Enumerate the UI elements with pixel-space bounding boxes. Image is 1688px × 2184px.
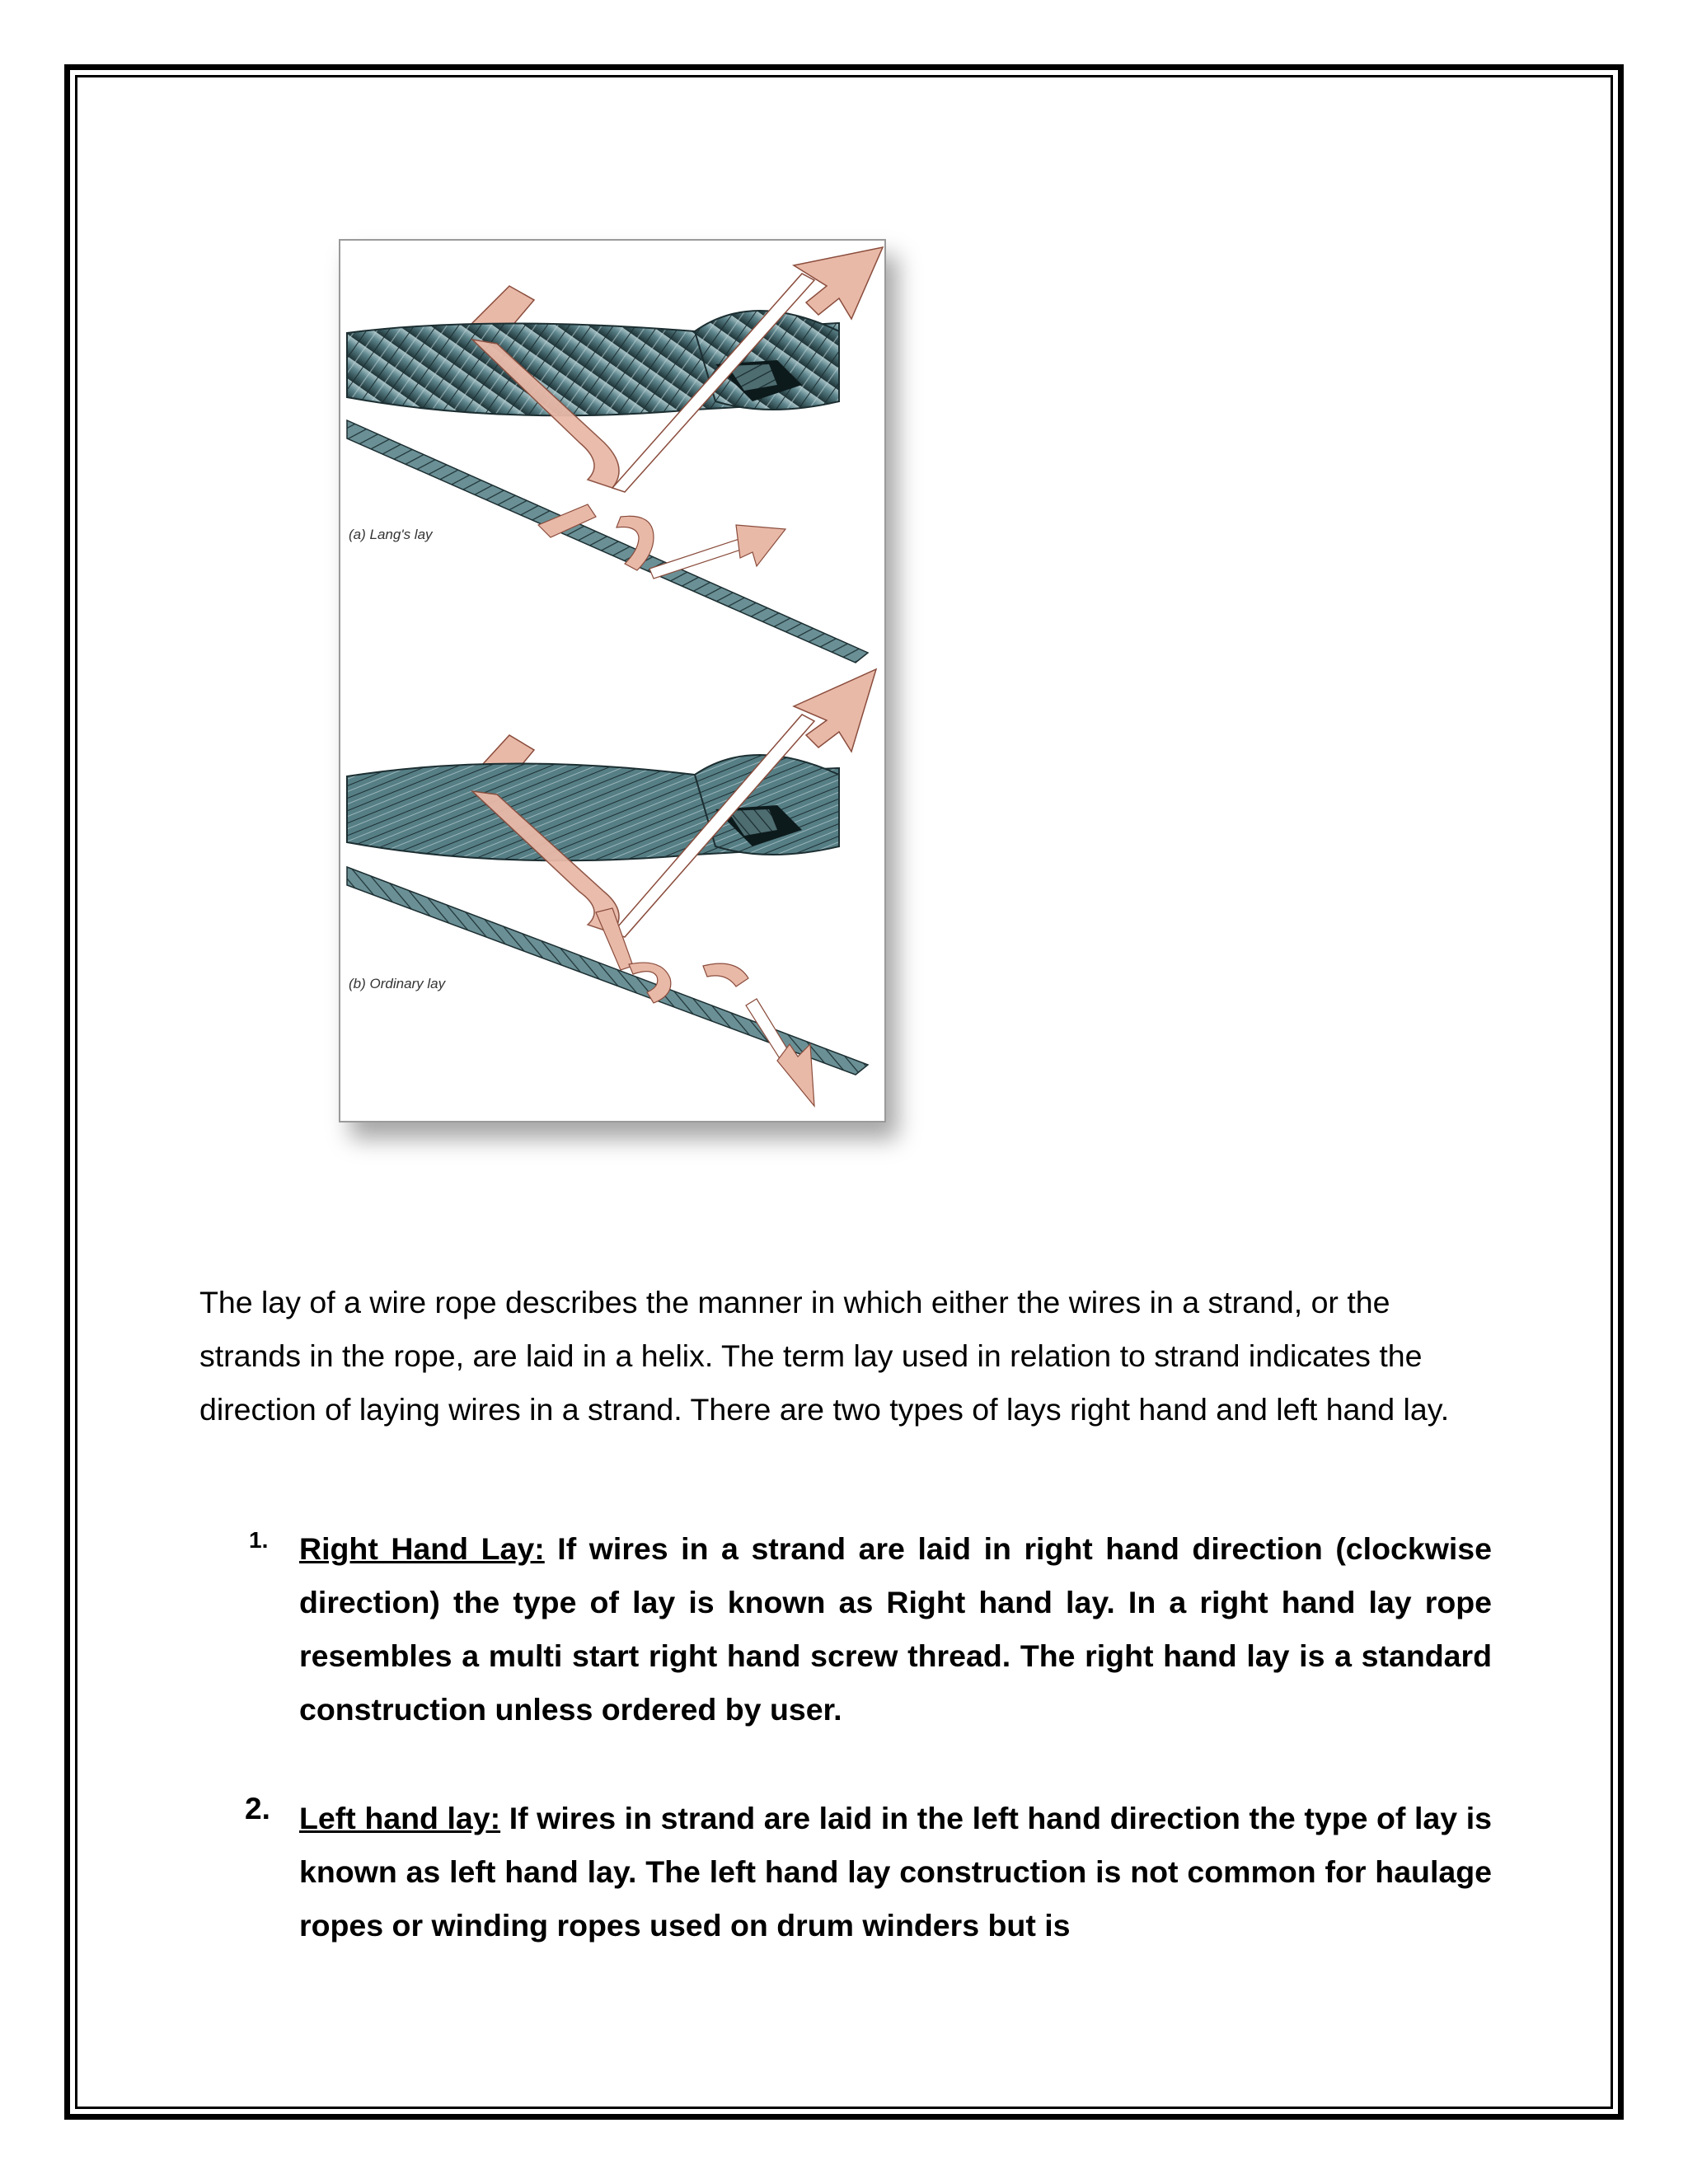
rope-lay-illustration — [340, 241, 884, 1121]
langs-lay-rope — [347, 247, 883, 663]
figure-label-langs-lay: (a) Lang's lay — [349, 527, 433, 542]
term-left-hand-lay: Left hand lay: — [299, 1801, 501, 1835]
intro-paragraph: The lay of a wire rope describes the manner in which either the wires in a strand, or the strands in the rope, are laid in a helix. The term lay used in relation to strand indicates the direction of laying wires in a strand. There are two types of lays right hand and left hand lay. — [199, 1285, 1450, 1427]
definition-left-hand-lay: If wires in strand are laid in the left hand direction the type of lay is known as left hand lay. The left hand lay construction is not common for haulage ropes or winding ropes used on drum winders but is — [299, 1801, 1492, 1943]
wire-rope-lay-figure — [339, 239, 886, 1122]
list-number: 1. — [249, 1527, 269, 1553]
definition-right-hand-lay: If wires in a strand are laid in right hand direction (clockwise direction) the type of lay is known as Right hand lay. In a right hand lay rope resembles a multi start right hand screw thread. The right hand lay is a standard construction unless ordered by user. — [299, 1531, 1492, 1727]
ordinary-lay-rope — [347, 669, 876, 1106]
figure-label-ordinary-lay: (b) Ordinary lay — [349, 976, 446, 991]
list-item-body — [299, 1522, 1492, 1736]
list-item-body — [299, 1792, 1492, 1952]
term-right-hand-lay: Right Hand Lay: — [299, 1531, 545, 1566]
list-number: 2. — [245, 1792, 270, 1825]
